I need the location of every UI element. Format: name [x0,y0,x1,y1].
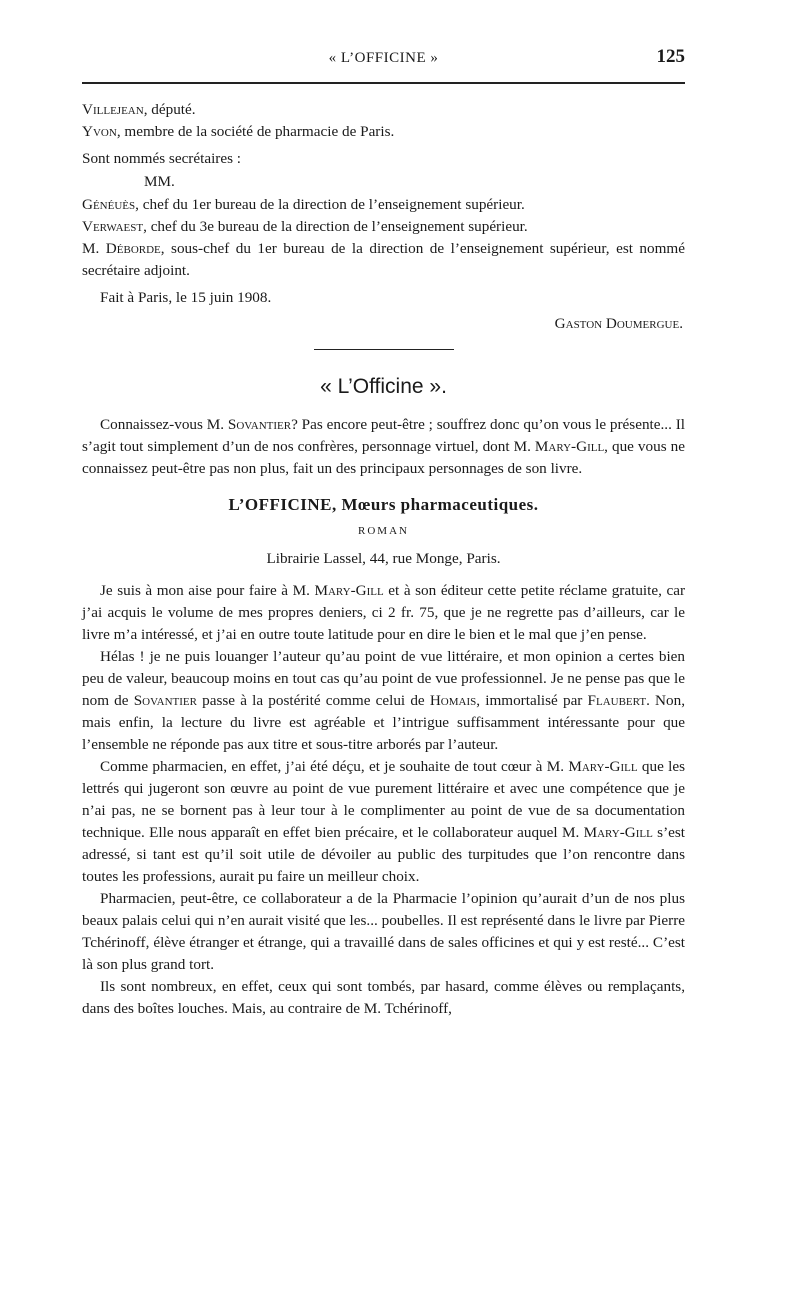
article-intro [82,414,685,480]
running-title: « L’OFFICINE » [328,50,439,66]
secretaries-intro: Sont nommés secrétaires : [82,150,242,167]
article-text: que les lettrés qui jugeront son œuvre au point de vue purement littéraire et avec une compétence que je n’ai pas, ne se bornent pas à leur tour à le complimenter au point de vue de sa documentation technique. Elle nous apparaît en effet bien précaire, et le collaborateur auquel M. [82,758,685,841]
article-text: , que vous ne connaissez peut-être pas non plus, fait un des principaux personnages de son livre. [82,438,685,477]
decree-text: , sous-chef du 1er bureau de la direction de l’enseignement supérieur, est nommé secrétaire adjoint. [82,240,685,279]
paragraph-3 [82,756,685,888]
decree-line-villejean [82,99,685,121]
header-rule [82,82,685,84]
signed-at: Fait à Paris, le 15 juin 1908. [100,289,272,306]
decree-text: , député. [143,101,196,118]
person-name: Mary-Gill [583,824,653,841]
person-name: Sovantier [227,416,292,433]
signature: Gaston Doumergue. [554,315,683,332]
person-name: Flaubert [587,692,647,709]
person-name: Déborde [105,240,161,257]
article-text: Connaissez-vous M. [100,416,228,433]
article-text: ? Pas encore peut-être ; souffrez donc qu’on vous le présente... Il s’agit tout simplement d’un de nos confrères, personnage virtuel, dont M. [82,416,685,455]
person-name: Homais [429,692,477,709]
paragraph-1 [82,580,685,646]
article-text: s’est adressé, si tant est qu’il soit utile de dévoiler au public des turpitudes que l’on rencontre dans toutes les professions, aurait pu faire un meilleur choix. [82,824,686,885]
person-name: Mary-Gill [568,758,638,775]
secretary-line-3 [82,238,685,282]
article-text: . Non, mais enfin, la lecture du livre est agréable et l’intrigue suffisamment intéressante pour que l’ensemble ne réponde pas aux titre et sous-titre arborés par l’auteur. [82,692,685,753]
decree-line-yvon [82,121,685,143]
publisher-line: Librairie Lassel, 44, rue Monge, Paris. [266,550,501,567]
person-name: Mary-Gill [534,438,605,455]
decree-text: , chef du 3e bureau de la direction de l’enseignement supérieur. [143,218,528,235]
person-name: Sovantier [133,692,197,709]
person-name: Généuès [82,196,136,213]
mm-label: MM. [144,173,175,190]
book-title: L’OFFICINE, Mœurs pharmaceutiques. [228,495,539,514]
article-text: passe à la postérité comme celui de [196,692,430,709]
person-name: Yvon [82,123,117,140]
secretary-line-2 [82,216,685,238]
page-number: 125 [656,46,685,67]
paragraph-2 [82,646,685,756]
article-text: Je suis à mon aise pour faire à M. [100,582,315,599]
article-text: Comme pharmacien, en effet, j’ai été déçu, et je souhaite de tout cœur à M. [100,758,569,775]
section-divider [314,349,454,350]
paragraph-5: Ils sont nombreux, en effet, ceux qui sont tombés, par hasard, comme élèves ou remplaçants, dans des boîtes louches. Mais, au contraire de M. Tchérinoff, [82,978,685,1017]
article-text: et à son éditeur cette petite réclame gratuite, car j’ai acquis le volume de mes propres deniers, ci 2 fr. 75, que je ne regrette pas d’ailleurs, car le livre m’a intéressé, et j’ai en outre toute latitude pour en dire le bien et le mal que j’en pense. [82,582,686,643]
page-body [82,99,685,1020]
decree-text: M. [82,240,106,257]
article-title: « L’Officine ». [320,375,447,398]
page-header [82,46,685,72]
decree-text: , membre de la société de pharmacie de Paris. [116,123,395,140]
article-text: Hélas ! je ne puis louanger l’auteur qu’au point de vue littéraire, et mon opinion a certes bien peu de valeur, beaucoup moins en tout cas qu’au point de vue professionnel. Je ne pense pas que le nom de [82,648,685,709]
article-text: , immortalisé par [476,692,588,709]
person-name: Verwaest [82,218,144,235]
person-name: Villejean [82,101,144,118]
book-genre: ROMAN [358,525,409,537]
paragraph-4: Pharmacien, peut-être, ce collaborateur a de la Pharmacie l’opinion qu’aurait d’un de nos plus beaux palais celui qui n’en aurait visité que les... poubelles. Il est représenté dans le livre par Pierre Tchérinoff, élève étranger et étrange, qui a travaillé dans de sales officines et qui y est resté... C’est là son plus grand tort. [82,890,685,973]
secretary-line-1 [82,194,685,216]
decree-text: , chef du 1er bureau de la direction de l’enseignement supérieur. [135,196,525,213]
person-name: Mary-Gill [314,582,384,599]
